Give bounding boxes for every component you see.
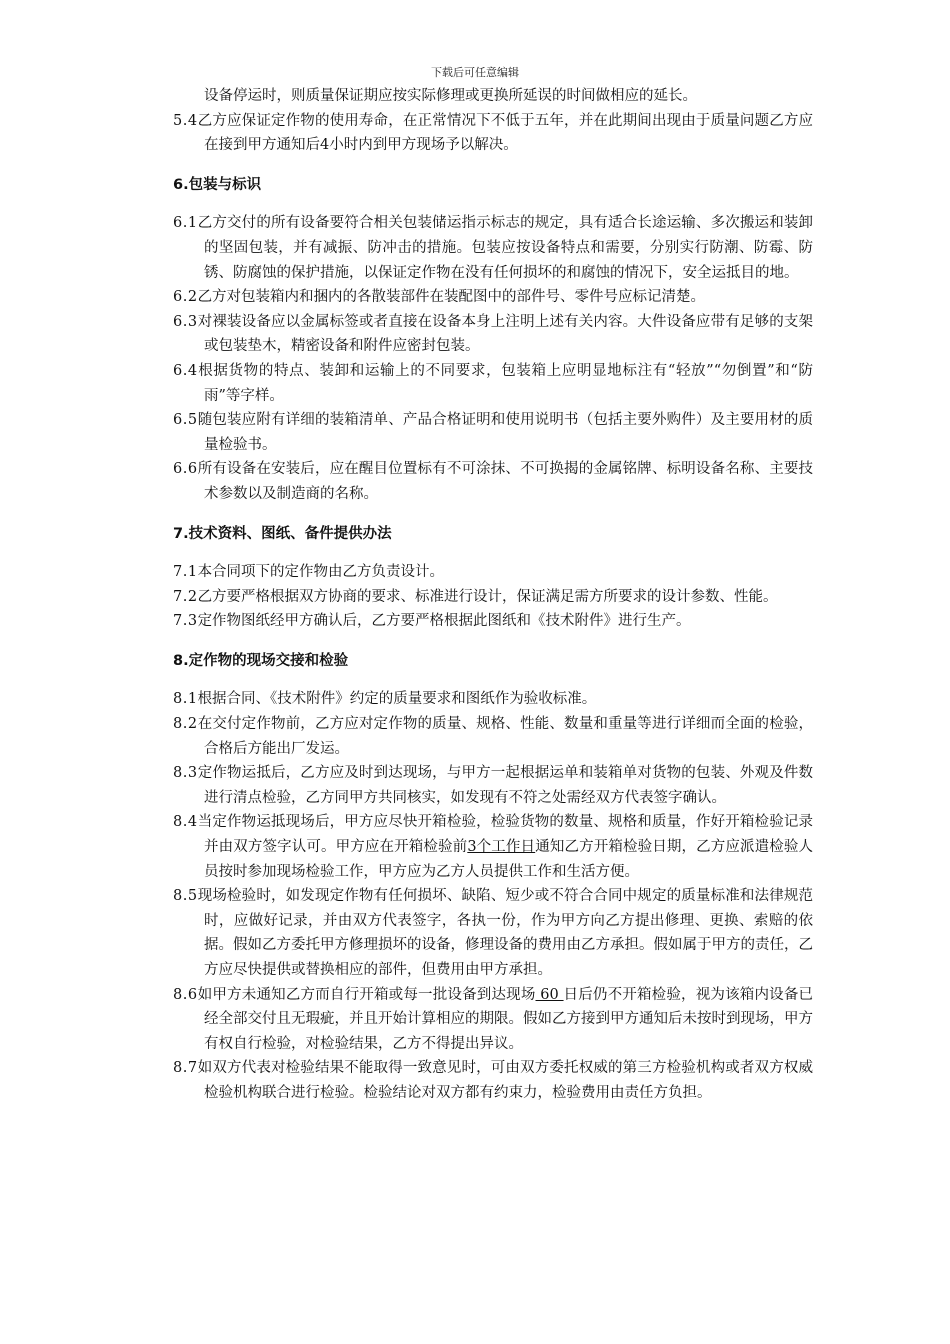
clause-6-5 bbox=[173, 408, 813, 457]
clause-8-7 bbox=[173, 1056, 813, 1105]
clause-number: 8.1 bbox=[173, 691, 198, 708]
clause-number: 6.1 bbox=[173, 215, 198, 232]
clause-7-2 bbox=[173, 585, 813, 610]
clause-8-1 bbox=[173, 687, 813, 712]
clause-text: 在交付定作物前，乙方应对定作物的质量、规格、性能、数量和重量等进行详细而全面的检验，合格后方能出厂发运。 bbox=[197, 716, 813, 757]
clause-text: 随包装应附有详细的装箱清单、产品合格证明和使用说明书（包括主要外购件）及主要用材的质量检验书。 bbox=[197, 412, 813, 453]
clause-number: 7.3 bbox=[173, 613, 198, 630]
section-heading-7: 7.技术资料、图纸、备件提供办法 bbox=[173, 525, 392, 542]
clause-text: 所有设备在安装后，应在醒目位置标有不可涂抹、不可换揭的金属铭牌、标明设备名称、主要技术参数以及制造商的名称。 bbox=[197, 461, 813, 502]
clause-text: 乙方应保证定作物的使用寿命，在正常情况下不低于五年，并在此期间出现由于质量问题乙方应在接到甲方通知后4小时内到甲方现场予以解决。 bbox=[197, 112, 813, 154]
clause-number: 8.4 bbox=[173, 814, 198, 831]
clause-number: 8.3 bbox=[173, 765, 198, 782]
clause-text: 根据货物的特点、装卸和运输上的不同要求，包装箱上应明显地标注有“轻放”“勿倒置”和“防雨”等字样。 bbox=[197, 362, 813, 404]
clause-number: 6.6 bbox=[173, 461, 198, 478]
clause-8-2 bbox=[173, 712, 813, 761]
clause-6-3 bbox=[173, 310, 813, 359]
underlined-term: 3个工作日 bbox=[467, 839, 536, 856]
clause-6-1 bbox=[173, 211, 813, 285]
clause-number: 6.2 bbox=[173, 289, 198, 306]
page-header: 下载后可任意编辑 bbox=[431, 66, 519, 79]
clause-text: 本合同项下的定作物由乙方负责设计。 bbox=[197, 564, 445, 581]
clause-8-5 bbox=[173, 884, 813, 982]
clause-number: 7.2 bbox=[173, 588, 198, 605]
clause-text: 对裸装设备应以金属标签或者直接在设备本身上注明上述有关内容。大件设备应带有足够的支架或包装垫木，精密设备和附件应密封包装。 bbox=[197, 313, 813, 355]
clause-text: 如甲方未通知乙方而自行开箱或每一批设备到达现场 bbox=[197, 986, 536, 1003]
clause-number: 5.4 bbox=[173, 112, 198, 129]
clause-text: 如双方代表对检验结果不能取得一致意见时，可由双方委托权威的第三方检验机构或者双方权威检验机构联合进行检验。检验结论对双方都有约束力，检验费用由责任方负担。 bbox=[197, 1060, 813, 1101]
document-body bbox=[173, 84, 813, 1106]
clause-8-3 bbox=[173, 761, 813, 810]
clause-text: 定作物运抵后，乙方应及时到达现场，与甲方一起根据运单和装箱单对货物的包装、外观及件数进行清点检验，乙方同甲方共同核实，如发现有不符之处需经双方代表签字确认。 bbox=[197, 765, 813, 806]
clause-7-1 bbox=[173, 560, 813, 585]
clause-8-6 bbox=[173, 983, 813, 1057]
section-heading-8: 8.定作物的现场交接和检验 bbox=[173, 652, 349, 669]
clause-text: 现场检验时，如发现定作物有任何损坏、缺陷、短少或不符合合同中规定的质量标准和法律规范时，应做好记录，并由双方代表签字，各执一份，作为甲方向乙方提出修理、更换、索赔的依据。假如乙方委托甲方修理损坏的设备，修理设备的费用由乙方承担。假如属于甲方的责任，乙方应尽快提供或替换相应的部件，但费用由甲方承担。 bbox=[197, 888, 813, 978]
clause-text: 当定作物运抵现场后，甲方应尽快开箱检验，检验货物的数量、规格和质量，作好开箱检验记录并由双方签字认可。甲方应在开箱检验前 bbox=[197, 814, 813, 856]
clause-number: 8.5 bbox=[173, 888, 198, 905]
clause-text: 根据合同、《技术附件》约定的质量要求和图纸作为验收标准。 bbox=[197, 691, 597, 708]
clause-number: 7.1 bbox=[173, 564, 198, 581]
section-heading-6: 6.包装与标识 bbox=[173, 176, 262, 193]
clause-6-2 bbox=[173, 285, 813, 310]
clause-number: 8.7 bbox=[173, 1060, 198, 1077]
clause-text-cont: 日后仍不开箱检验，视为该箱内设备已经全部交付且无瑕疵，并且开始计算相应的期限。假如乙方接到甲方通知后未按时到现场，甲方有权自行检验，对检验结果，乙方不得提出异议。 bbox=[204, 986, 814, 1052]
clause-number: 8.2 bbox=[173, 716, 198, 733]
clause-5-4 bbox=[173, 109, 813, 158]
clause-number: 6.4 bbox=[173, 362, 198, 379]
clause-text: 乙方交付的所有设备要符合相关包装储运指示标志的规定，具有适合长途运输、多次搬运和装卸的坚固包装，并有减振、防冲击的措施。包装应按设备特点和需要，分别实行防潮、防霉、防锈、防腐蚀的保护措施，以保证定作物在没有任何损坏的和腐蚀的情况下，安全运抵目的地。 bbox=[197, 215, 813, 281]
clause-6-6 bbox=[173, 457, 813, 506]
clause-number: 6.3 bbox=[173, 313, 198, 330]
clause-8-4 bbox=[173, 810, 813, 884]
clause-text: 乙方要严格根据双方协商的要求、标准进行设计，保证满足需方所要求的设计参数、性能。 bbox=[197, 588, 778, 605]
clause-text: 定作物图纸经甲方确认后，乙方要严格根据此图纸和《技术附件》进行生产。 bbox=[197, 613, 691, 630]
clause-text: 乙方对包装箱内和捆内的各散装部件在装配图中的部件号、零件号应标记清楚。 bbox=[197, 289, 706, 306]
clause-7-3 bbox=[173, 609, 813, 634]
continued-paragraph: 设备停运时，则质量保证期应按实际修理或更换所延误的时间做相应的延长。 bbox=[204, 88, 697, 104]
clause-6-4 bbox=[173, 359, 813, 408]
clause-number: 6.5 bbox=[173, 412, 198, 429]
underlined-term: 60 bbox=[535, 986, 564, 1003]
clause-number: 8.6 bbox=[173, 986, 198, 1003]
clause-text-cont: 通知乙方开箱检验日期，乙方应派遣检验人员按时参加现场检验工作，甲方应为乙方人员提供工作和生活方便。 bbox=[204, 839, 813, 880]
